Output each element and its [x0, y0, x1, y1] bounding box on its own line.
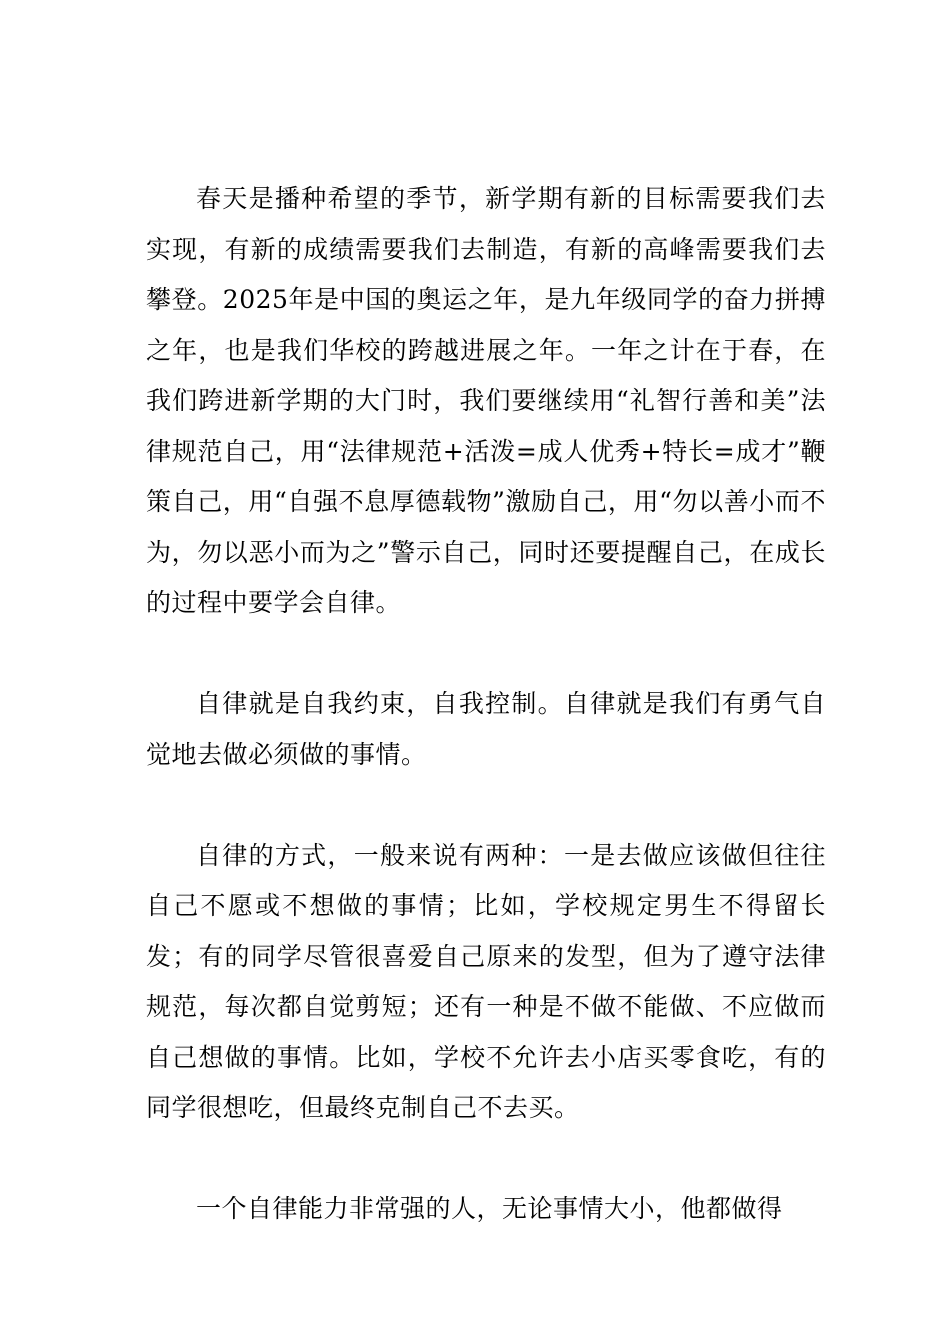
document-body — [146, 174, 826, 1235]
paragraph-2: 自律就是自我约束，自我控制。自律就是我们有勇气自觉地去做必须做的事情。 — [146, 689, 826, 769]
paragraph-1: 春天是播种希望的季节，新学期有新的目标需要我们去实现，有新的成绩需要我们去制造，有新的高峰需要我们去攀登。2025年是中国的奥运之年，是九年级同学的奋力拼搏之年，也是我们华校的跨越进展之年。一年之计在于春，在我们跨进新学期的大门时，我们要继续用“礼智行善和美”法律规范自己，用“法律规范+活泼=成人优秀+特长=成才”鞭策自己，用“自强不息厚德载物”激励自己，用“勿以善小而不为，勿以恶小而为之”警示自己，同时还要提醒自己，在成长的过程中要学会自律。 — [146, 184, 826, 617]
paragraph-4: 一个自律能力非常强的人，无论事情大小，他都做得 — [196, 1194, 783, 1223]
paragraph-3: 自律的方式，一般来说有两种：一是去做应该做但往往自己不愿或不想做的事情；比如，学校规定男生不得留长发；有的同学尽管很喜爱自己原来的发型，但为了遵守法律规范，每次都自觉剪短；还有一种是不做不能做、不应做而自己想做的事情。比如，学校不允许去小店买零食吃，有的同学很想吃，但最终克制自己不去买。 — [146, 840, 826, 1122]
